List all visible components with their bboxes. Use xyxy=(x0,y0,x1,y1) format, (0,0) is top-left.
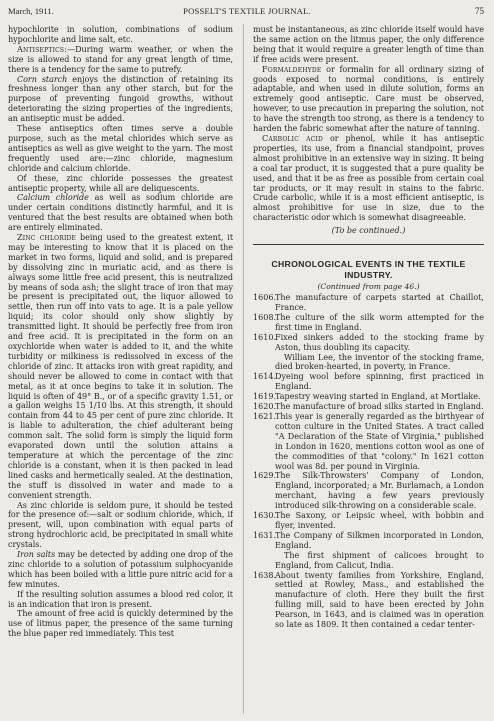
event-entry xyxy=(253,313,484,333)
left-column xyxy=(8,25,233,715)
paragraph-text: being used to the greatest extent, it may be interesting to know that it is placed on the market in two forms, liquid and solid, and is prepared by dissolving zinc in muriatic acid, and as there is always some little free acid present, this is neutralized by means of soda ash; the slight trace of iron that may be present is precipitated out, the liquor allowed to settle, then run off into vats to age. It is a pale yellow liquid; its color should only show slightly by transmitted light. It should be perfectly free from iron and free acid. It is precipitated in the form on an oxychloride when water is added to it, and the white turbidity or milkiness is redissolved in excess of the chloride of zinc. It attacks iron with great rapidity, and should never be allowed to come in contact with that metal, as it at once begins to take it in solution. The liquid is often of 49° B., or of a specific gravity 1.51, or a gallon weighs 15 1/10 lbs. At this strength, it should contain from 44 to 45 per cent of pure zinc chloride. It is liable to adulteration, the chief adulterant being common salt. The solid form is simply the liquid form evaporated down until the solution attains a temperature at which the percentage of the zinc chloride is a constant, when it is then packed in lead lined casks and hermetically sealed. At the destination, the stuff is dissolved in water and made to a convenient strength. xyxy=(8,233,233,500)
event-year: 1629. xyxy=(253,471,277,481)
paragraph xyxy=(8,590,233,610)
paragraph-text: Of these, zinc chloride possesses the greatest antiseptic property, while all are deliquescents. xyxy=(8,173,233,193)
running-header xyxy=(0,6,494,22)
paragraph-text: must be instantaneous, as zinc chloride itself would have the same action on the litmus paper, the only difference being that it would require a greater length of time than if free acids were present. xyxy=(253,25,484,64)
event-year: 1630. xyxy=(253,511,277,521)
event-entry xyxy=(253,571,484,630)
paragraph-text: The amount of free acid is quickly determined by the use of litmus paper, the presence of the same turning the blue paper red immediately. This test xyxy=(8,609,233,639)
paragraph xyxy=(8,174,233,194)
to-be-continued-note: (To be continued.) xyxy=(331,226,406,236)
section-title-line-1: CHRONOLOGICAL EVENTS IN THE TEXTILE xyxy=(271,259,466,270)
event-description: This year is generally regarded as the birthyear of cotton culture in the United States. A tract called "A Declaration of the State of Virginia," published in London in 1620, mentions cotton wool as one of the commodities of that "colony." In 1621 cotton wool was 8d. per pound in Virginia. xyxy=(275,412,484,471)
event-year: 1631. xyxy=(253,530,277,540)
header-date: March, 1911. xyxy=(8,6,54,16)
event-description: The manufacture of carpets started at Chaillot, France. xyxy=(275,293,484,313)
event-text xyxy=(275,313,484,333)
paragraph-lead: Zinc chloride xyxy=(17,233,77,243)
event-entry xyxy=(253,293,484,313)
paragraph-lead: Corn starch xyxy=(17,74,68,84)
event-text xyxy=(275,571,484,630)
event-text xyxy=(275,293,484,313)
section-title xyxy=(253,259,484,281)
continued-from-note: (Continued from page 46.) xyxy=(317,282,420,292)
paragraph-text: As zinc chloride is seldom pure, it should be tested for the presence of:—salt or sodium chloride, which, if present, will, upon combination with equal parts of strong hydrochloric acid, be precipitated in small white crystals. xyxy=(8,500,233,550)
paragraph xyxy=(8,25,233,45)
event-description: About twenty families from Yorkshire, England, settled at Rowley, Mass., and established the manufacture of cloth. Here they built the first fulling mill, said to have been erected by John Pearson, in 1643, and is claimed was in operation so late as 1809. It then contained a cedar tenter- xyxy=(275,570,484,630)
paragraph-text: as well as sodium chloride are under certain conditions distinctly harmful, and it is ventured that the best results are obtained when both are entirely eliminated. xyxy=(8,193,233,233)
event-year: 1614. xyxy=(253,372,277,382)
event-subnote: The first shipment of calicoes brought to England, from Calicut, India. xyxy=(275,550,484,570)
paragraph-text: or formalin for all ordinary sizing of goods exposed to normal conditions, is entirely adaptable, and when used in dilute solution, forms an extremely good antiseptic. Care must be observed, however, to use precaution in preparing the solution, not to have the strength too strong, as there is a tendency to harden the fabric somewhat after the nature of tanning. xyxy=(253,64,484,134)
event-description: The Silk-Throwsters' Company of London, England, incorporated; a Mr. Burlamach, a London merchant, having a few years previously introduced silk-throwing on a considerable scale. xyxy=(275,471,484,511)
event-text xyxy=(275,412,484,471)
paragraph-text: or phenol, while it has antiseptic properties, its use, from a financial standpoint, proves almost prohibitive in an extensive way in sizing. It being a coal tar product, it is suggested that a pure quality be used, and that it be as free as possible from certain coal tar products, or it may result in stains to the fabric. Crude carbolic, while it is a most efficient antiseptic, is almost prohibitive for use in size, due to the characteristic odor which is somewhat disagreeable. xyxy=(253,133,484,223)
section-title-line-2: INDUSTRY. xyxy=(344,270,393,281)
event-description: The culture of the silk worm attempted for the first time in England. xyxy=(275,312,484,332)
paragraph-lead: Formaldehyde xyxy=(262,64,322,74)
event-text xyxy=(275,471,484,511)
paragraph xyxy=(8,501,233,551)
event-description: The Saxony, or Leipsic wheel, with bobbin and flyer, invented. xyxy=(275,511,484,530)
paragraph xyxy=(8,233,233,500)
column-divider xyxy=(243,24,244,714)
paragraph-text: These antiseptics often times serve a double purpose, such as the metal chlorides which serve as antiseptics as well as give weight to the yarn. The most frequently used are:—zinc chloride, magnesium chloride and calcium chloride. xyxy=(8,124,233,173)
paragraph-text: If the resulting solution assumes a blood red color, it is an indication that iron is present. xyxy=(8,589,233,609)
event-description: Fixed sinkers added to the stocking frame by Aston, thus doubling its capacity. xyxy=(275,332,484,352)
paragraph-lead: Antiseptics: xyxy=(17,44,68,54)
paragraph xyxy=(253,25,484,65)
event-year: 1621. xyxy=(253,412,277,421)
event-text xyxy=(275,372,484,392)
paragraph xyxy=(253,65,484,134)
event-entry xyxy=(253,402,484,412)
event-year: 1619. xyxy=(253,392,277,402)
event-text xyxy=(275,402,484,412)
event-subnote: William Lee, the inventor of the stocking frame, died broken-hearted, in poverty, in France. xyxy=(275,352,484,372)
event-text xyxy=(275,392,484,402)
event-description: Tapestry weaving started in England, at Mortlake. xyxy=(275,392,481,402)
paragraph xyxy=(8,45,233,75)
event-year: 1610. xyxy=(253,332,277,342)
paragraph xyxy=(8,550,233,590)
event-entry xyxy=(253,392,484,402)
paragraph xyxy=(8,75,233,125)
paragraph-text: hypochlorite in solution, combinations of sodium hypochlorite and lime salt, etc. xyxy=(8,25,233,44)
paragraph xyxy=(8,609,233,639)
header-page-number: 75 xyxy=(475,6,484,16)
paragraph-text: may be detected by adding one drop of the zinc chloride to a solution of potassium sulphocyanide which has been boiled with a little pure nitric acid for a few minutes. xyxy=(8,550,233,589)
event-entry xyxy=(253,511,484,531)
right-column xyxy=(253,25,484,715)
event-year: 1638. xyxy=(253,570,277,580)
event-year: 1608. xyxy=(253,312,277,322)
paragraph-lead: Iron salts xyxy=(17,550,56,560)
event-description: The manufacture of broad silks started in England. xyxy=(275,402,484,412)
right-column-text xyxy=(253,25,484,223)
event-entry xyxy=(253,333,484,373)
event-entry xyxy=(253,471,484,511)
header-journal-title: POSSELT'S TEXTILE JOURNAL. xyxy=(183,6,311,16)
paragraph-text: enjoys the distinction of retaining its freshness longer than any other starch, but for the purpose of preventing fungoid growths, without deteriorating the sizing properties of the ingredients, an antiseptic must be added. xyxy=(8,74,233,124)
event-year: 1620. xyxy=(253,402,277,412)
event-text xyxy=(275,333,484,373)
event-year: 1606. xyxy=(253,293,277,303)
paragraph-lead: Carbolic acid xyxy=(262,133,324,143)
section-divider xyxy=(253,244,484,245)
event-entry xyxy=(253,531,484,571)
paragraph xyxy=(8,124,233,174)
event-description: Dyeing wool before spinning, first practiced in England. xyxy=(275,372,484,392)
paragraph xyxy=(253,134,484,223)
paragraph-text: —During warm weather, or when the size is allowed to stand for any great length of time, there is a tendency for the same to putrefy. xyxy=(8,44,233,74)
event-entry xyxy=(253,412,484,471)
event-entry xyxy=(253,372,484,392)
paragraph xyxy=(8,193,233,233)
event-text xyxy=(275,531,484,571)
event-description: The Company of Silkmen incorporated in London, England. xyxy=(275,530,484,550)
event-text xyxy=(275,511,484,531)
events-list xyxy=(253,293,484,630)
paragraph-lead: Calcium chloride xyxy=(17,193,89,203)
